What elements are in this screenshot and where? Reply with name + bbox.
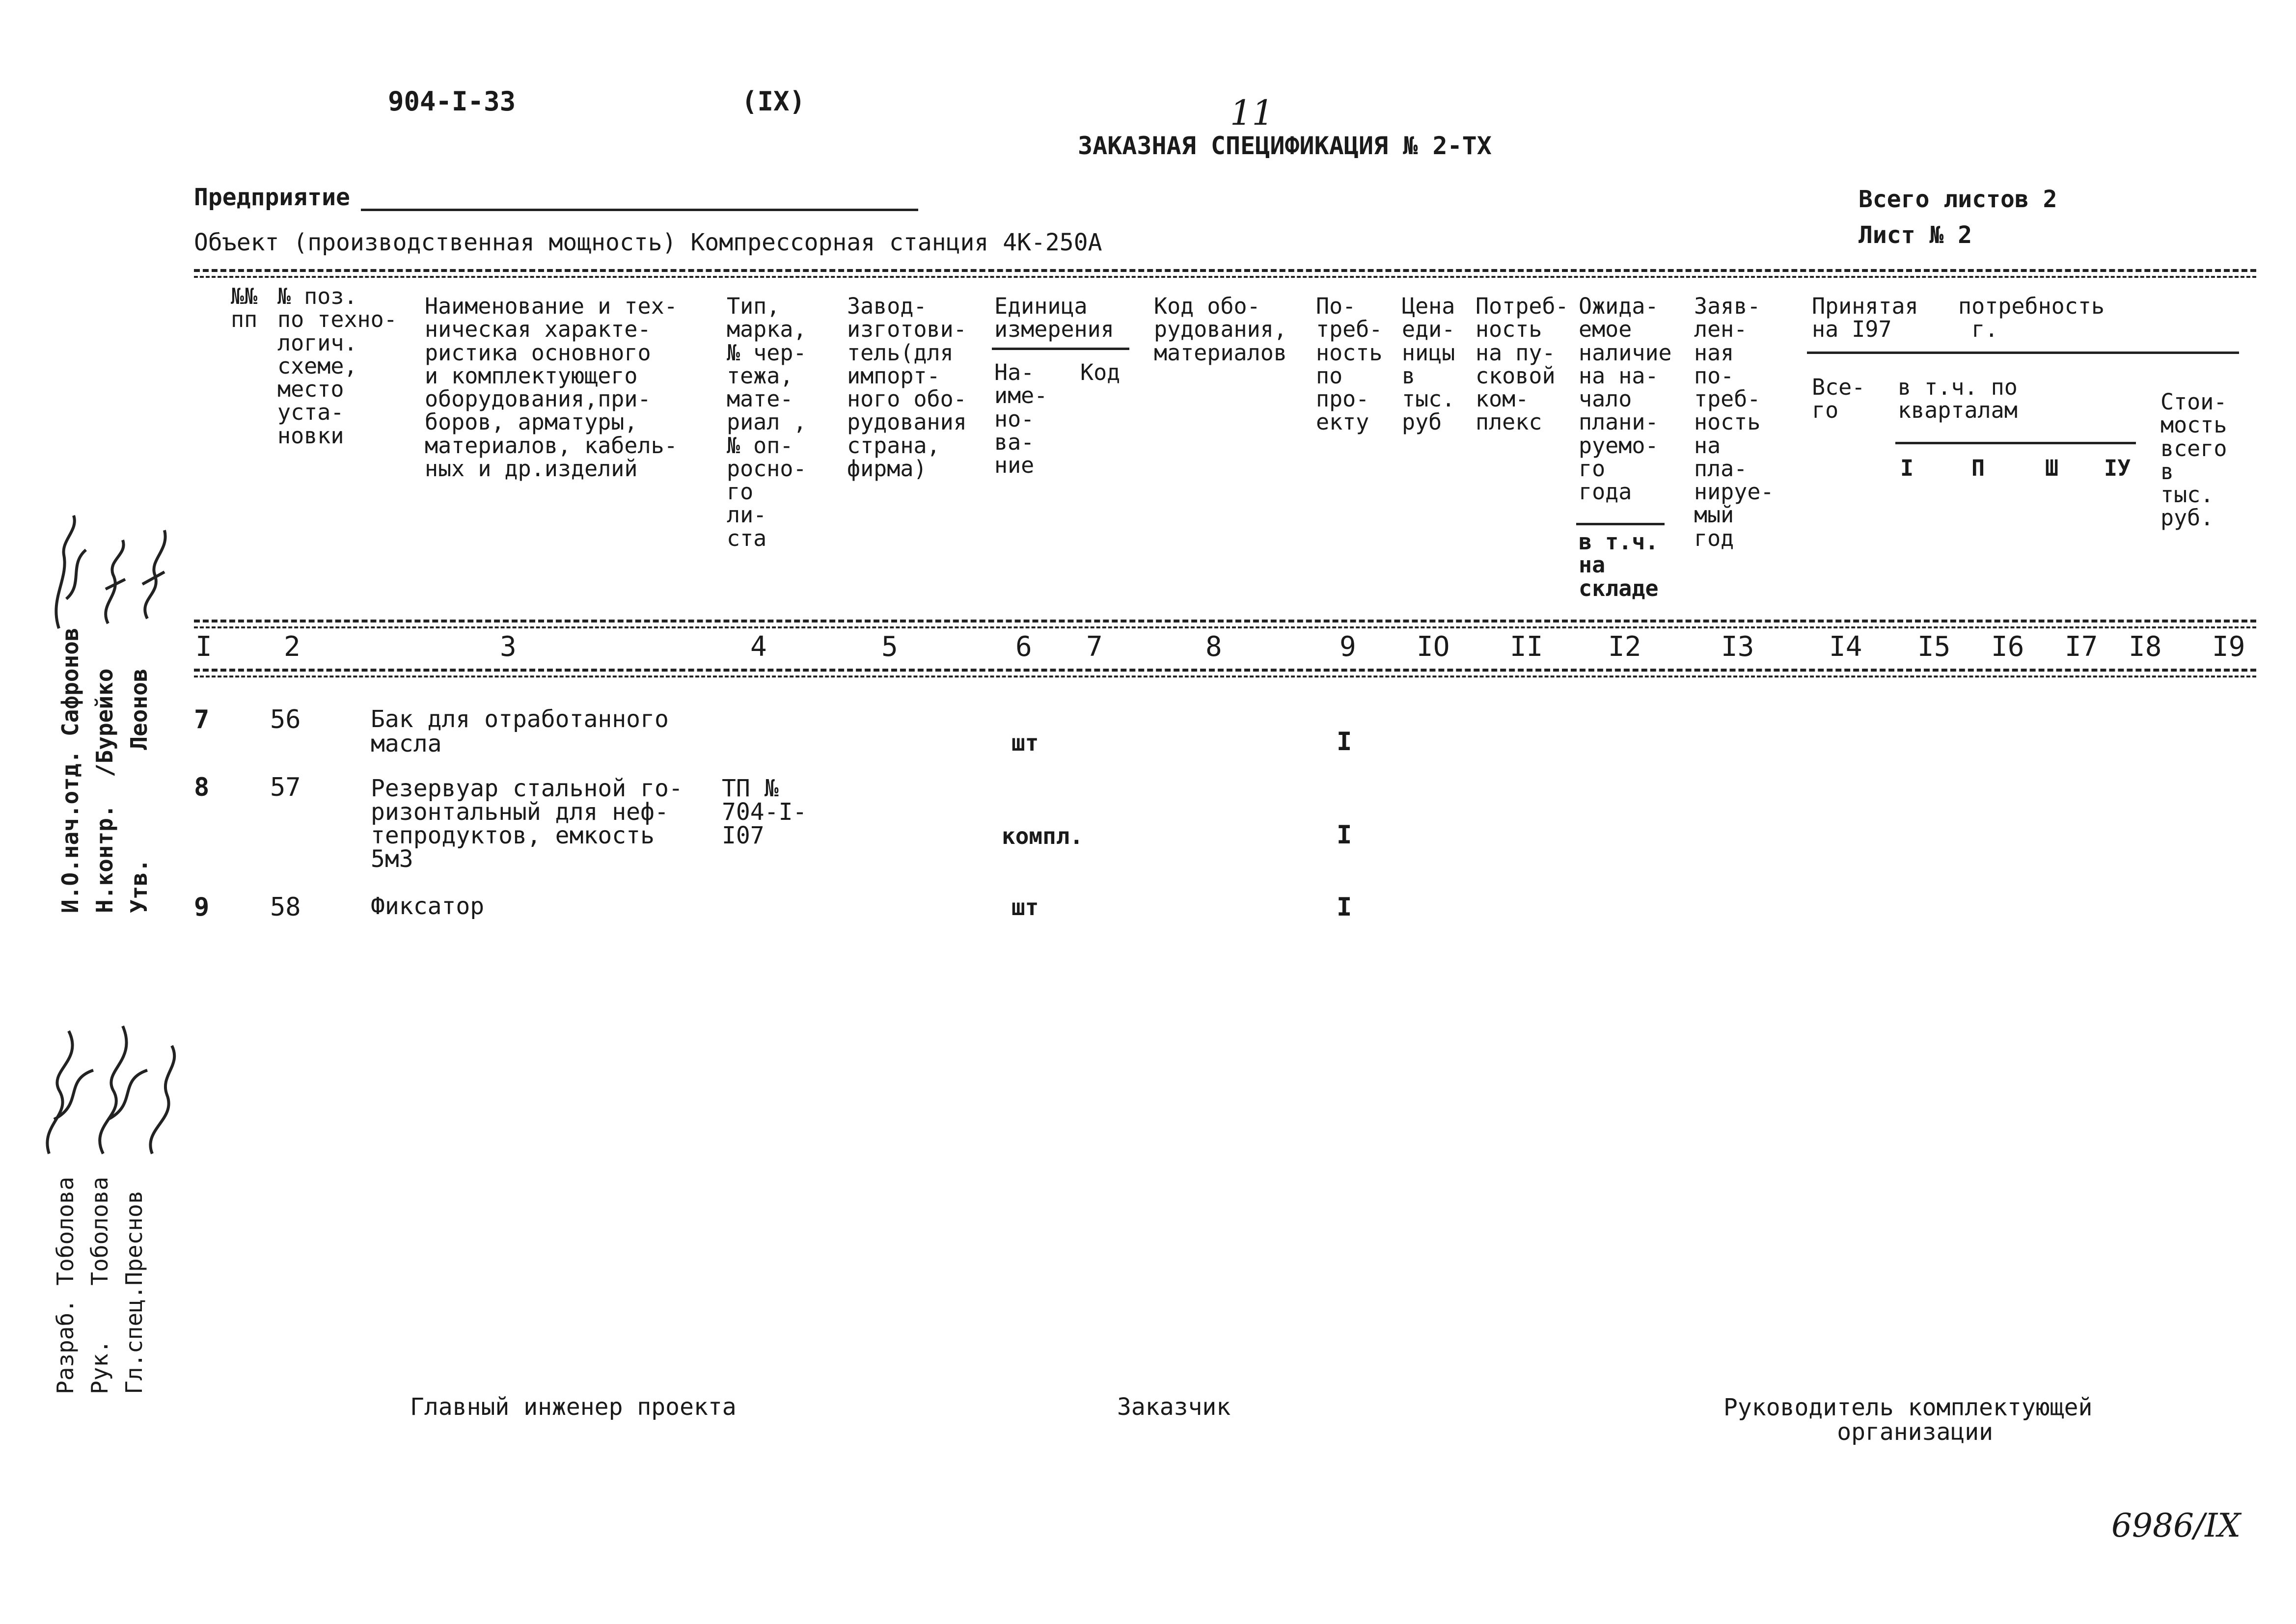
row-number: 8 <box>194 773 210 802</box>
row-quantity: I <box>1337 893 1352 922</box>
row-quantity: I <box>1337 820 1352 850</box>
row-unit: компл. <box>1002 823 1084 849</box>
row-position: 58 <box>270 893 301 922</box>
footer-customer: Заказчик <box>1117 1393 1231 1421</box>
signature-scribbles-upper <box>39 501 177 648</box>
header-project-need: По- треб- ность по про- екту <box>1316 293 1383 435</box>
col-number: I2 <box>1608 631 1641 663</box>
row-name: Бак для отработанного масла <box>371 705 669 758</box>
stamp-upper-line-1: И.О.нач.отд. Сафронов <box>57 627 83 913</box>
header-name: Наименование и тех- ническая характе- ристика основного и комплектующего оборудования,при- боров, арматуры, материалов, кабель- ных и др.изделий <box>425 293 678 482</box>
header-in-warehouse: в т.ч. на складе <box>1579 529 1659 601</box>
header-type: Тип, марка, № чер- тежа, мате- риал , № оп- росно- го ли- ста <box>727 293 807 551</box>
col-number: I9 <box>2212 631 2245 663</box>
archive-number: 6986/IX <box>2111 1507 2241 1544</box>
row-number: 7 <box>194 705 210 734</box>
stamp-upper-line-3: Утв. Леонов <box>126 668 152 913</box>
row-type: ТП № 704-I- I07 <box>722 775 807 849</box>
enterprise-blank-line <box>361 209 918 211</box>
object-label: Объект (производственная мощность) Компрессорная станция 4К-250А <box>194 229 1102 256</box>
signature-scribbles-lower <box>29 997 187 1173</box>
header-cost-total: Стои- мость всего в тыс. руб. <box>2160 389 2227 531</box>
col-number-rule-bottom-2 <box>194 676 2256 677</box>
header-manufacturer: Завод- изготови- тель(для импорт- ного обо- рудования страна, фирма) <box>847 293 967 482</box>
stamp-lower-line-2: Рук. Тоболова <box>86 1176 113 1394</box>
footer-chief-engineer: Главный инженер проекта <box>410 1393 737 1421</box>
header-quarter-2: П <box>1971 455 1985 481</box>
col-number: IO <box>1417 631 1450 663</box>
header-unit-price: Цена еди- ницы в тыс. руб <box>1402 293 1455 435</box>
header-quarters: в т.ч. по кварталам <box>1898 374 2018 424</box>
row-unit: шт <box>1011 730 1039 756</box>
enterprise-label: Предприятие <box>194 184 350 211</box>
header-quarter-1: I <box>1900 455 1914 481</box>
page-number: 11 <box>1230 93 1274 133</box>
col-number: I3 <box>1721 631 1754 663</box>
col-number-rule-bottom <box>194 669 2256 672</box>
header-item-number: №№ пп <box>231 283 258 333</box>
col-number: I7 <box>2065 631 2098 663</box>
header-expected-stock: Ожида- емое наличие на на- чало плани- руемо- го года <box>1579 293 1672 505</box>
table-top-rule-2 <box>194 276 2256 278</box>
stock-header-divider <box>1576 523 1665 525</box>
accepted-need-divider <box>1807 352 2239 354</box>
col-number-rule-top-2 <box>194 626 2256 628</box>
header-declared-need: Заяв- лен- ная по- треб- ность на пла- нируе- мый год <box>1694 293 1774 551</box>
unit-header-divider <box>992 348 1129 350</box>
col-number: II <box>1510 631 1543 663</box>
header-quarter-3: Ш <box>2045 455 2059 481</box>
col-number: 8 <box>1205 631 1222 663</box>
col-number: 2 <box>284 631 301 663</box>
header-unit-name: На- име- но- ва- ние <box>994 359 1048 478</box>
quarters-divider <box>1895 442 2136 444</box>
stamp-lower-line-1: Разраб. Тоболова <box>52 1176 79 1394</box>
header-total: Все- го <box>1812 374 1865 424</box>
header-quarter-4: IУ <box>2104 455 2131 481</box>
stamp-upper-line-2: Н.контр. /Бурейко <box>91 668 118 913</box>
table-top-rule <box>194 269 2256 272</box>
col-number-rule-top <box>194 620 2256 623</box>
col-number: I4 <box>1829 631 1862 663</box>
col-number: 6 <box>1015 631 1032 663</box>
row-position: 57 <box>270 773 301 802</box>
total-sheets: Всего листов 2 <box>1859 186 2057 213</box>
col-number: 9 <box>1339 631 1356 663</box>
header-unit: Единица измерения <box>994 293 1114 343</box>
footer-supplier-head: Руководитель комплектующей организации <box>1723 1394 2093 1446</box>
row-name: Фиксатор <box>371 893 485 920</box>
stamp-lower-line-3: Гл.спец.Преснов <box>121 1190 147 1394</box>
document-part: (IX) <box>741 86 806 117</box>
col-number: 5 <box>881 631 898 663</box>
col-number: 7 <box>1086 631 1103 663</box>
row-quantity: I <box>1337 727 1352 757</box>
col-number: I5 <box>1917 631 1951 663</box>
header-position: № поз. по техно- логич. схеме, место уста- новки <box>277 283 397 449</box>
row-unit: шт <box>1011 894 1039 920</box>
col-number: 3 <box>500 631 517 663</box>
header-accepted-need: Принятая потребность на I97 г. <box>1812 293 2105 343</box>
col-number: I8 <box>2129 631 2162 663</box>
row-number: 9 <box>194 893 210 922</box>
col-number: I <box>195 631 212 663</box>
sheet-number: Лист № 2 <box>1859 221 1972 249</box>
col-number: I6 <box>1991 631 2024 663</box>
document-title: ЗАКАЗНАЯ СПЕЦИФИКАЦИЯ № 2-ТХ <box>1078 132 1492 160</box>
header-startup-need: Потреб- ность на пу- сковой ком- плекс <box>1476 293 1569 435</box>
row-position: 56 <box>270 705 301 734</box>
row-name: Резервуар стальной го- ризонтальный для неф- тепродуктов, емкость 5м3 <box>371 775 683 873</box>
header-unit-code: Код <box>1080 359 1121 385</box>
col-number: 4 <box>750 631 767 663</box>
header-equipment-code: Код обо- рудования, материалов <box>1154 293 1287 366</box>
document-code: 904-I-33 <box>388 86 516 117</box>
